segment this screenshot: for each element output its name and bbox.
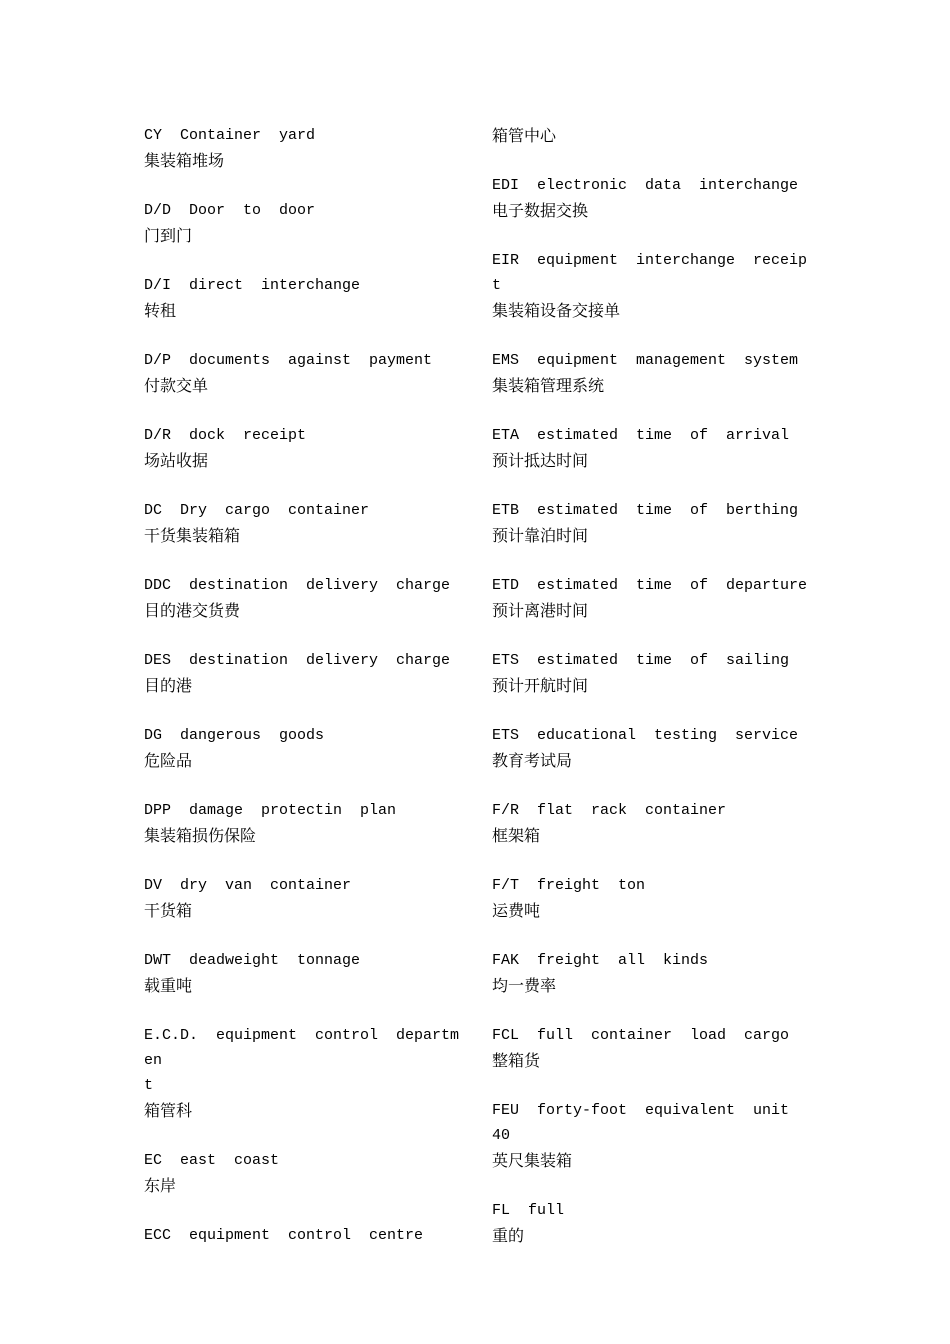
right-column (492, 123, 812, 1273)
term-cn: 目的港 (144, 676, 193, 695)
term-cn: 东岸 (144, 1176, 177, 1195)
term-cn: 重的 (492, 1226, 525, 1245)
term-cn: 预计抵达时间 (492, 451, 589, 470)
term-cn: 预计靠泊时间 (492, 526, 589, 545)
term-cn: 预计离港时间 (492, 601, 589, 620)
term-en: EIR equipment interchange receipt (492, 252, 808, 294)
term-cn: 均一费率 (492, 976, 557, 995)
glossary-entry (492, 248, 812, 323)
glossary-entry (492, 1023, 812, 1073)
glossary-entry (492, 873, 812, 923)
glossary-entry (144, 648, 464, 698)
glossary-entry (144, 573, 464, 623)
term-en: CY Container yard (144, 127, 316, 144)
term-cn: 载重吨 (144, 976, 193, 995)
glossary-entry (144, 123, 464, 173)
term-cn: 转租 (144, 301, 177, 320)
glossary-entry (144, 1148, 464, 1198)
term-en: ETS estimated time of sailing (492, 652, 790, 669)
glossary-entry (492, 948, 812, 998)
glossary-entry (492, 573, 812, 623)
term-en: FEU forty-foot equivalent unit 40 (492, 1102, 808, 1144)
glossary-entry (492, 498, 812, 548)
term-cn: 运费吨 (492, 901, 541, 920)
glossary-entry (144, 423, 464, 473)
term-cn: 场站收据 (144, 451, 209, 470)
term-en: DDC destination delivery charge (144, 577, 451, 594)
glossary-entry (144, 723, 464, 773)
left-column (144, 123, 464, 1273)
glossary-entry (492, 1098, 812, 1173)
term-cn: 干货集装箱箱 (144, 526, 241, 545)
term-en: DC Dry cargo container (144, 502, 370, 519)
term-en: E.C.D. equipment control departmen t (144, 1027, 460, 1094)
glossary-entry (492, 723, 812, 773)
glossary-entry (492, 798, 812, 848)
term-en: ECC equipment control centre (144, 1227, 424, 1244)
term-cn: 门到门 (144, 226, 193, 245)
term-cn: 框架箱 (492, 826, 541, 845)
term-en: ETS educational testing service (492, 727, 799, 744)
glossary-entry (492, 348, 812, 398)
term-en: DPP damage protectin plan (144, 802, 397, 819)
term-en: DES destination delivery charge (144, 652, 451, 669)
term-en: FL full (492, 1202, 565, 1219)
glossary-entry (492, 1198, 812, 1248)
glossary-entry (144, 798, 464, 848)
term-en: F/T freight ton (492, 877, 646, 894)
term-cn: 目的港交货费 (144, 601, 241, 620)
glossary-entry (492, 123, 812, 148)
term-cn: 整箱货 (492, 1051, 541, 1070)
term-en: DV dry van container (144, 877, 352, 894)
glossary-entry (144, 873, 464, 923)
term-en: F/R flat rack container (492, 802, 727, 819)
term-cn: 英尺集装箱 (492, 1151, 573, 1170)
term-en: FAK freight all kinds (492, 952, 709, 969)
glossary-entry (144, 1023, 464, 1123)
term-en: DWT deadweight tonnage (144, 952, 361, 969)
glossary-entry (144, 1223, 464, 1248)
term-en: D/I direct interchange (144, 277, 361, 294)
term-en: D/P documents against payment (144, 352, 433, 369)
term-cn: 集装箱堆场 (144, 151, 225, 170)
term-cn: 预计开航时间 (492, 676, 589, 695)
term-en: ETD estimated time of departure (492, 577, 808, 594)
glossary-entry (144, 948, 464, 998)
term-cn: 集装箱损伤保险 (144, 826, 257, 845)
term-en: D/R dock receipt (144, 427, 307, 444)
glossary-entry (492, 423, 812, 473)
glossary-entry (144, 198, 464, 248)
term-cn: 危险品 (144, 751, 193, 770)
glossary-entry (144, 498, 464, 548)
term-cn: 箱管中心 (492, 126, 557, 145)
glossary-entry (492, 173, 812, 223)
term-en: DG dangerous goods (144, 727, 325, 744)
term-cn: 集装箱管理系统 (492, 376, 605, 395)
term-en: ETB estimated time of berthing (492, 502, 799, 519)
term-cn: 教育考试局 (492, 751, 573, 770)
term-cn: 电子数据交换 (492, 201, 589, 220)
term-cn: 箱管科 (144, 1101, 193, 1120)
term-cn: 付款交单 (144, 376, 209, 395)
glossary-entry (492, 648, 812, 698)
glossary-entry (144, 273, 464, 323)
term-en: EC east coast (144, 1152, 280, 1169)
term-cn: 干货箱 (144, 901, 193, 920)
term-en: EMS equipment management system (492, 352, 799, 369)
term-en: ETA estimated time of arrival (492, 427, 790, 444)
glossary-entry (144, 348, 464, 398)
term-en: D/D Door to door (144, 202, 316, 219)
term-cn: 集装箱设备交接单 (492, 301, 621, 320)
term-en: FCL full container load cargo (492, 1027, 790, 1044)
term-en: EDI electronic data interchange (492, 177, 799, 194)
